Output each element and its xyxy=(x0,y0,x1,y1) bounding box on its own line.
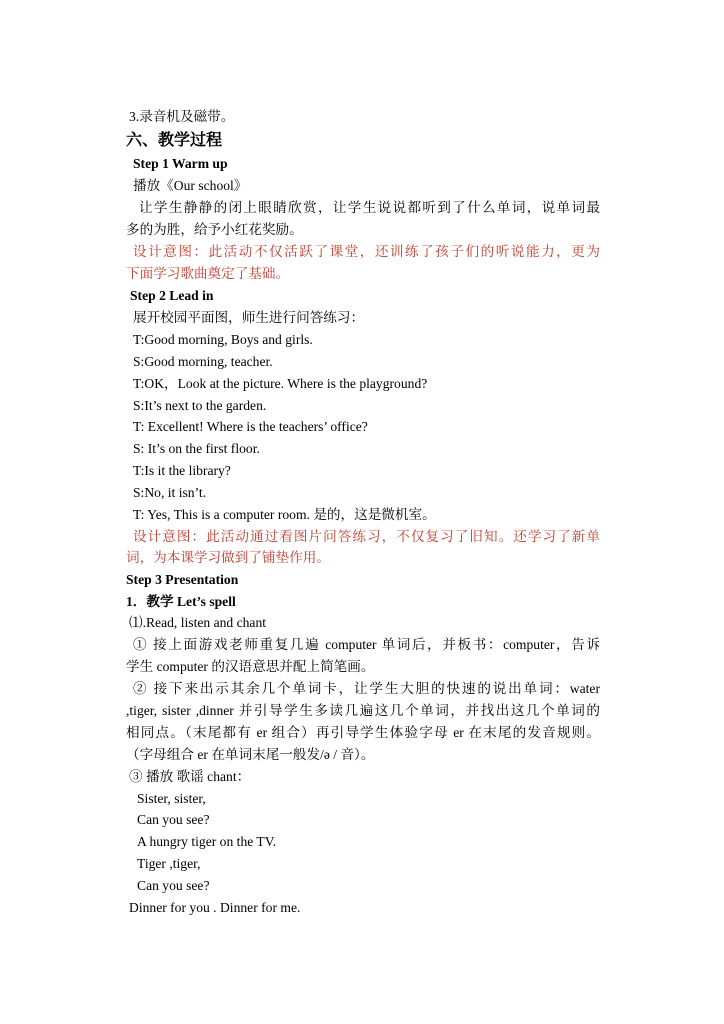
step3-para1-line1: ① 接上面游戏老师重复几遍 computer 单词后，并板书：computer，告诉 xyxy=(133,637,600,652)
step1-desc-line1: 让学生静静的闭上眼睛欣赏，让学生说说都听到了什么单词，说单词最 xyxy=(139,200,600,215)
dialogue-line: S:Good morning, teacher. xyxy=(133,354,273,369)
chant-line: Can you see? xyxy=(137,812,210,827)
step1-desc-line2: 多的为胜，给予小红花奖励。 xyxy=(126,222,303,237)
step1-intent-line1: 设计意图：此活动不仅活跃了课堂，还训练了孩子们的听说能力，更为 xyxy=(133,244,600,259)
dialogue-line: T:OK，Look at the picture. Where is the playground? xyxy=(133,376,428,391)
dialogue-line: S:It’s next to the garden. xyxy=(133,398,267,413)
step2-title: Step 2 Lead in xyxy=(130,288,214,303)
step1-title: Step 1 Warm up xyxy=(133,156,228,171)
chant-line: Tiger ,tiger, xyxy=(137,856,201,871)
dialogue-line: T: Yes, This is a computer room. 是的，这是微机室。 xyxy=(133,507,436,522)
step3-para2-line3: 相同点。（末尾都有 er 组合）再引导学生体验字母 er 在末尾的发音规则。 xyxy=(126,725,600,740)
step3-para2-line2: ,tiger, sister ,dinner 并引导学生多读几遍这几个单词，并找出这几个单词的 xyxy=(126,703,600,718)
step3-sub1-a: ⑴.Read, listen and chant xyxy=(129,615,267,630)
step3-para2-line1: ② 接下来出示其余几个单词卡，让学生大胆的快速的说出单词：water xyxy=(133,681,600,696)
dialogue-line: S: It’s on the first floor. xyxy=(133,441,260,456)
dialogue-line: T:Good morning, Boys and girls. xyxy=(133,332,313,347)
chant-line: Sister, sister, xyxy=(137,791,206,806)
step3-title: Step 3 Presentation xyxy=(126,572,239,587)
dialogue-line: T:Is it the library? xyxy=(133,463,231,478)
step1-line1: 播放《Our school》 xyxy=(133,178,248,193)
chant-line: Dinner for you . Dinner for me. xyxy=(129,900,301,915)
step3-para3: ③ 播放 歌谣 chant： xyxy=(129,769,251,784)
dialogue-line: S:No, it isn’t. xyxy=(133,485,207,500)
chant-line: Can you see? xyxy=(137,878,210,893)
step3-para2-line4: （字母组合 er 在单词末尾一般发/ə / 音）。 xyxy=(126,747,375,762)
step3-para1-line2: 学生 computer 的汉语意思并配上简笔画。 xyxy=(126,659,375,674)
chant-line: A hungry tiger on the TV. xyxy=(137,834,277,849)
step1-intent-line2: 下面学习歌曲奠定了基础。 xyxy=(126,266,290,281)
section-title-teaching-process: 六、教学过程 xyxy=(126,132,223,149)
step2-intent-line1: 设计意图：此活动通过看图片问答练习，不仅复习了旧知。还学习了新单 xyxy=(133,529,600,544)
step2-intent-line2: 词，为本课学习做到了铺垫作用。 xyxy=(126,550,330,565)
step3-sub1-title: 1．教学 Let’s spell xyxy=(126,594,236,609)
materials-item-3: 3.录音机及磁带。 xyxy=(129,109,235,124)
dialogue-line: T: Excellent! Where is the teachers’ office? xyxy=(133,419,368,434)
step2-intro: 展开校园平面图，师生进行问答练习： xyxy=(133,310,365,325)
